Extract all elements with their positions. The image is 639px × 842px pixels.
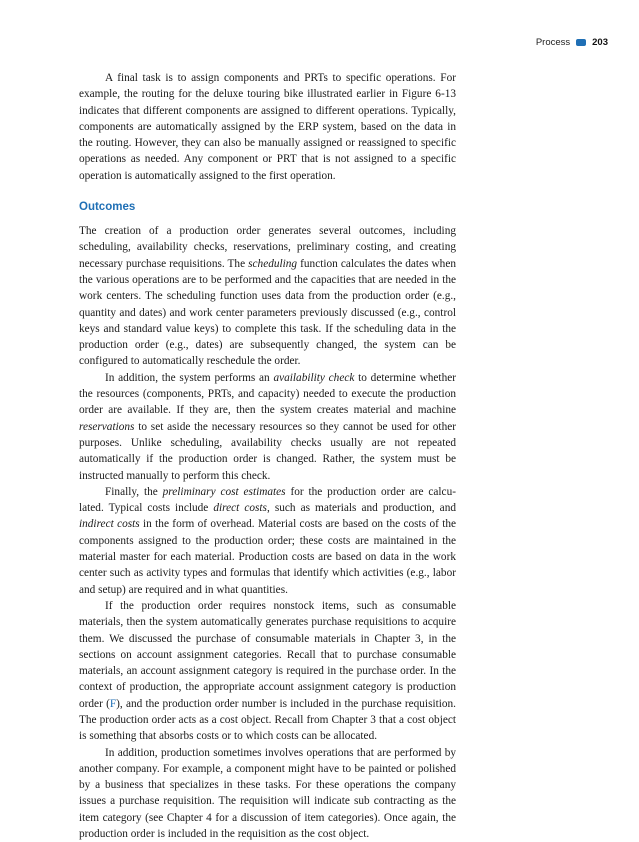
text-run: function calculates the dates when the various operations are to be performed and the capacities that are needed in the work centers. The scheduling function uses data from the production order (e.g., quantity and dates) and work center parameters previously discussed (e.g., control keys and standard value keys) to complete this task. If the scheduling data in the production order (e.g., dates) are subsequently changed, the system can be configured to automatically reschedule the order. xyxy=(79,257,456,368)
term-indirect-costs: indirect costs xyxy=(79,518,140,531)
paragraph-subcontracting: In addition, production sometimes involves operations that are performed by another company. For example, a component might have to be painted or polished by a business that specializes in these tasks. For these operations the company issues a purchase requisition. The requisition will indicate sub contracting as the item category (see Chapter 4 for a discussion of item categories). Once again, the production order is included in the requisition as the cost object. xyxy=(79,746,456,841)
term-availability-check: availability check xyxy=(273,371,355,384)
section-heading-outcomes: Outcomes xyxy=(79,201,136,214)
paragraph-costs xyxy=(79,484,456,598)
paragraph-nonstock xyxy=(79,598,456,745)
text-run: In addition, the system performs an xyxy=(105,371,274,384)
text-run: ), and the production order number is included in the purchase requisition. The production order acts as a cost object. Recall from Chapter 3 that a cost object is something that absorbs costs or to which costs can be allocated. xyxy=(79,697,457,743)
page-number: 203 xyxy=(592,37,608,48)
text-run: for the production order are calculated. Typical costs include xyxy=(79,485,456,515)
running-head-section: Process xyxy=(535,37,571,48)
term-direct-costs: direct costs xyxy=(213,502,267,515)
text-run: If the production order requires nonstock items, such as consumable materials, then the system automatically generates purchase requisitions to acquire them. We discussed the purchase of consumable materials in Chapter 3, in the sections on account assignment categories. Recall that to purchase consumable materials, an account assignment category is required in the purchase order. In the context of production, the appropriate account assignment category is production order ( xyxy=(79,599,456,710)
code-f: F xyxy=(109,697,117,710)
text-run: in the form of overhead. Material costs are based on the costs of the components assigned to the production order; these costs are maintained in the material master for each material. Production costs are based on data in the work center such as activity types and formulas that identify which activities (e.g., labor and setup) are required and in what quantities. xyxy=(79,518,457,596)
paragraph-intro: A final task is to assign components and PRTs to specific operations. For example, the routing for the deluxe touring bike illustrated earlier in Figure 6-13 indicates that different components are assigned to different operations. Typically, components are automatically assigned by the ERP system, based on the data in the routing. However, they can also be manually assigned or reassigned to specific operations as needed. Any component or PRT that is not assigned to a specific operation is automatically assigned to the first operation. xyxy=(79,72,456,182)
text-run: to determine whether the resources (components, PRTs, and capacity) needed to execute the production order are available. If they are, then the system creates material and machine xyxy=(79,371,456,417)
term-reservations: reservations xyxy=(79,420,135,433)
text-run: Finally, the xyxy=(105,485,163,498)
text-run: , such as materials and production, and xyxy=(266,502,456,515)
body-text xyxy=(79,70,456,842)
section-marker-icon xyxy=(576,39,586,46)
paragraph-availability xyxy=(79,370,456,484)
running-head xyxy=(536,37,608,48)
term-scheduling: scheduling xyxy=(248,257,298,270)
term-preliminary-cost-estimates: preliminary cost estimates xyxy=(162,485,286,498)
text-run: to set aside the necessary resources so they cannot be used for other purposes. Unlike scheduling, availability checks usually are not repeated automatically if the production order is changed. Rather, the system must be instructed manually to perform this check. xyxy=(79,420,456,482)
text-run: The creation of a production order generates several outcomes, including scheduling, availability checks, reservations, preliminary costing, and creating necessary purchase requisitions. The xyxy=(79,225,456,270)
paragraph-outcomes xyxy=(79,223,456,370)
